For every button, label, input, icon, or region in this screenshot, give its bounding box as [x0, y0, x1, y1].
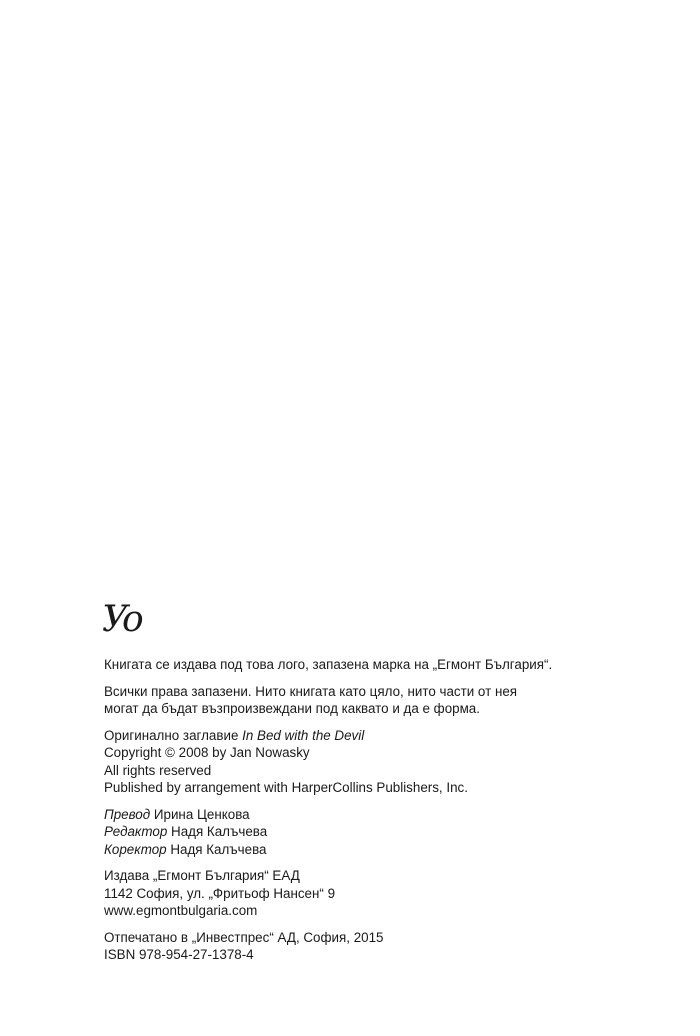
colophon — [104, 600, 664, 973]
rights-line-2: могат да бъдат възпроизвеждани под каквато и да е форма. — [104, 701, 480, 716]
publisher-website: www.egmontbulgaria.com — [104, 903, 258, 918]
printed-by: Отпечатано в „Инвестпрес“ АД, София, 2015 — [104, 929, 384, 945]
credit-name: Надя Калъчева — [167, 824, 268, 839]
rights-notice — [104, 683, 664, 718]
original-title-line — [104, 727, 664, 745]
published-arrangement: Published by arrangement with HarperCollins Publishers, Inc. — [104, 780, 468, 795]
credit-translator — [104, 806, 664, 824]
publisher-info — [104, 867, 664, 920]
original-info — [104, 727, 664, 797]
original-title: In Bed with the Devil — [242, 727, 365, 743]
credit-editor — [104, 823, 664, 841]
rights-line-1: Всички права запазени. Нито книгата като цяло, нито части от нея — [104, 683, 518, 699]
credit-name: Ирина Ценкова — [150, 806, 250, 822]
logo-note: Книгата се издава под това лого, запазена марка на „Егмонт България“. — [104, 657, 553, 672]
credit-name: Надя Калъчева — [166, 841, 267, 857]
original-title-label: Оригинално заглавие — [104, 727, 243, 743]
isbn: ISBN 978-954-27-1378-4 — [104, 947, 254, 962]
copyright-line: Copyright © 2008 by Jan Nowasky — [104, 745, 310, 760]
publisher-logo: Уо — [102, 599, 138, 640]
credit-proofreader — [104, 841, 664, 859]
publisher-name: Издава „Егмонт България“ ЕАД — [104, 868, 300, 883]
publisher-address: 1142 София, ул. „Фритьоф Нансен“ 9 — [104, 885, 336, 901]
credit-role: Превод — [104, 806, 151, 822]
printing-info — [104, 929, 664, 964]
credit-role: Редактор — [104, 824, 168, 839]
credits — [104, 806, 664, 859]
all-rights-reserved: All rights reserved — [104, 762, 212, 778]
credit-role: Коректор — [104, 841, 167, 857]
